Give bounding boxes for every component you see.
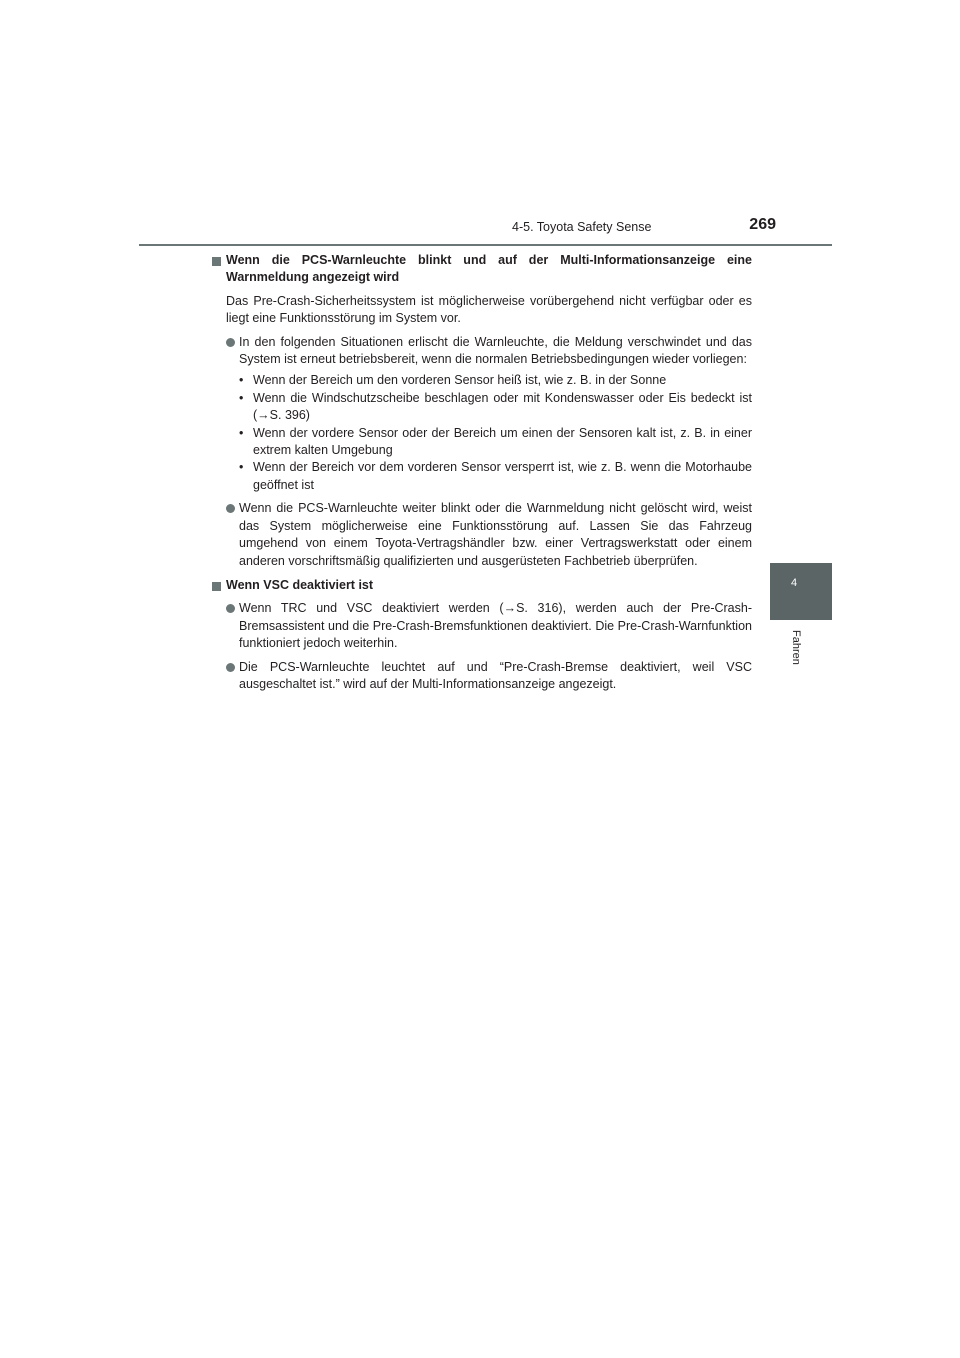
list-item-text: Wenn die PCS-Warnleuchte weiter blinkt oder die Warnmeldung nicht gelöscht wird, weist das System möglicherweise eine Funktionsstörung auf. Lassen Sie das Fahrzeug umgehend von einem Toyota-Vertragshändler bzw. einer Vertragswerkstatt oder einem anderen vorschriftsmäßig qualifizierten und ausgerüsteten Fachbetrieb überprüfen. [239, 501, 752, 568]
circle-bullet-icon [226, 338, 235, 347]
page-header [512, 218, 776, 240]
condition-item [239, 372, 752, 389]
list-item [212, 600, 752, 652]
list-item [212, 659, 752, 694]
condition-text: Wenn die Windschutzscheibe beschlagen oder mit Kondenswasser oder Eis bedeckt ist (→S. 396) [253, 390, 752, 423]
list-item-text: Wenn TRC und VSC deaktiviert werden (→S. 316), werden auch der Pre-Crash-Bremsassistent und die Pre-Crash-Bremsfunktionen deaktiviert. Die Pre-Crash-Warnfunktion funktioniert jedoch weiterhin. [239, 601, 752, 651]
list-item-text: Die PCS-Warnleuchte leuchtet auf und “Pre-Crash-Bremse deaktiviert, weil VSC ausgeschaltet ist.” wird auf der Multi-Informationsanzeige angezeigt. [239, 659, 752, 691]
page-number: 269 [749, 216, 776, 233]
section-heading-text: Wenn die PCS-Warnleuchte blinkt und auf der Multi-Informationsanzeige eine Warnmeldung angezeigt wird [226, 253, 752, 285]
condition-item [239, 425, 752, 460]
condition-item [239, 390, 752, 425]
section-heading [212, 252, 752, 287]
page-content [212, 252, 752, 693]
chapter-number: 4 [790, 577, 798, 589]
section-heading-text: Wenn VSC deaktiviert ist [226, 577, 374, 592]
header-rule [139, 244, 832, 246]
bullet-marker: • [239, 425, 244, 440]
condition-text: Wenn der Bereich um den vorderen Sensor heiß ist, wie z. B. in der Sonne [253, 373, 667, 388]
section-heading [212, 577, 752, 594]
list-item-text: In den folgenden Situationen erlischt die Warnleuchte, die Meldung verschwindet und das System ist erneut betriebsbereit, wenn die normalen Betriebsbedingungen wieder vorliegen: [239, 334, 752, 367]
condition-text: Wenn der vordere Sensor oder der Bereich um einen der Sensoren kalt ist, z. B. in einer extrem kalten Umgebung [253, 425, 752, 458]
circle-bullet-icon [226, 663, 235, 672]
bullet-marker: • [239, 390, 244, 405]
list-item [212, 334, 752, 369]
condition-item [239, 459, 752, 494]
square-bullet-icon [212, 582, 221, 591]
list-item [212, 500, 752, 570]
section-intro: Das Pre-Crash-Sicherheitssystem ist möglicherweise vorübergehend nicht verfügbar oder es liegt eine Funktionsstörung im System vor. [226, 293, 752, 326]
circle-bullet-icon [226, 604, 235, 613]
chapter-label: Fahren [790, 630, 802, 665]
bullet-marker: • [239, 373, 244, 388]
chapter-tab [770, 563, 832, 620]
square-bullet-icon [212, 257, 221, 266]
condition-list [212, 372, 752, 494]
circle-bullet-icon [226, 504, 235, 513]
condition-text: Wenn der Bereich vor dem vorderen Sensor versperrt ist, wie z. B. wenn die Motorhaube geöffnet ist [253, 460, 752, 492]
section-title: 4-5. Toyota Safety Sense [512, 220, 652, 234]
bullet-marker: • [239, 460, 244, 475]
